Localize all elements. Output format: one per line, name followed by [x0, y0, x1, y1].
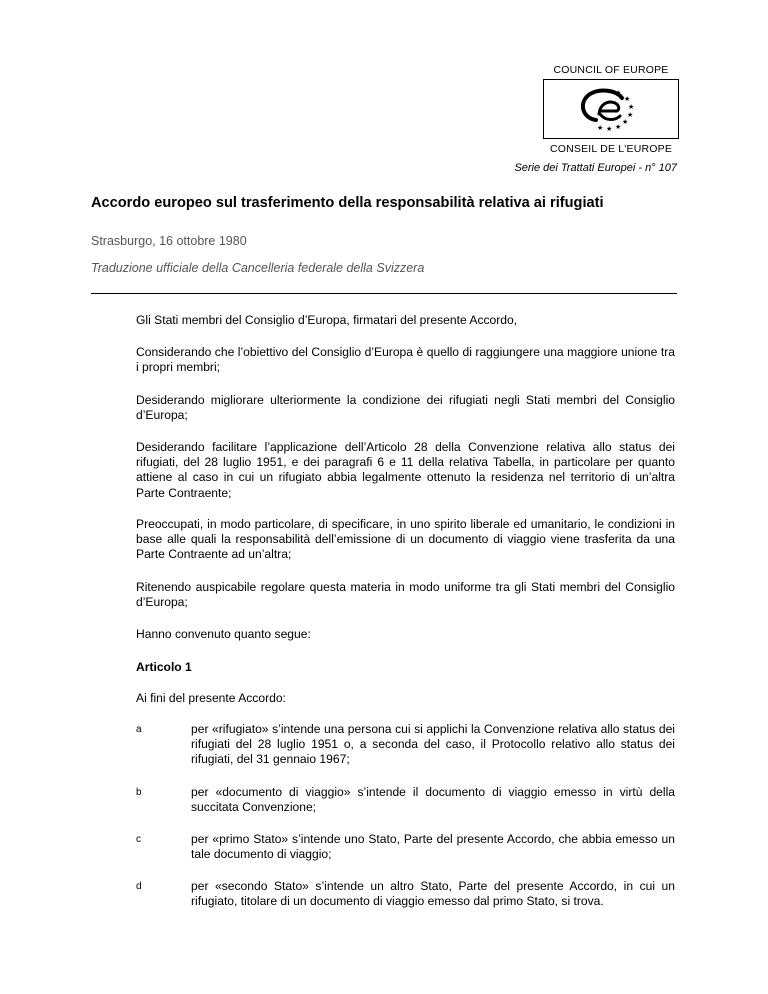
stars-ring-icon — [544, 80, 678, 138]
treaty-series-number: Serie dei Trattati Europei - n° 107 — [514, 162, 677, 174]
list-item-text: per «primo Stato» s’intende uno Stato, Parte del presente Accordo, che abbia emesso un tale documento di viaggio; — [191, 832, 675, 862]
translation-note: Traduzione ufficiale della Cancelleria federale della Svizzera — [91, 261, 425, 275]
svg-text:★: ★ — [627, 111, 634, 119]
svg-text:★: ★ — [615, 123, 622, 131]
svg-text:★: ★ — [622, 118, 629, 126]
preamble-paragraph: Ritenendo auspicabile regolare questa materia in modo uniforme tra gli Stati membri del Consiglio d’Europa; — [136, 580, 675, 610]
list-item-text: per «rifugiato» s’intende una persona cui si applichi la Convenzione relativa allo status dei rifugiati del 28 luglio 1951 o, a seconda del caso, il Protocollo relativo allo status dei rifugiati, del 31 gennaio 1967; — [191, 722, 675, 767]
place-and-date: Strasburgo, 16 ottobre 1980 — [91, 234, 247, 248]
svg-text:★: ★ — [606, 125, 613, 133]
article-intro: Ai fini del presente Accordo: — [136, 691, 286, 705]
logo-top-text: COUNCIL OF EUROPE — [553, 64, 669, 76]
preamble-paragraph: Hanno convenuto quanto segue: — [136, 627, 311, 641]
svg-text:★: ★ — [615, 89, 622, 97]
svg-text:★: ★ — [624, 95, 631, 103]
header-divider — [91, 293, 677, 294]
list-item-text: per «secondo Stato» s’intende un altro Stato, Parte del presente Accordo, in cui un rifugiato, titolare di un documento di viaggio emesso dal primo Stato, si trova. — [191, 879, 675, 909]
preamble-paragraph: Gli Stati membri del Consiglio d’Europa, firmatari del presente Accordo, — [136, 313, 518, 327]
logo-bottom-text: CONSEIL DE L'EUROPE — [549, 143, 673, 155]
list-item-letter: b — [136, 787, 142, 798]
list-item-letter: c — [136, 834, 141, 845]
preamble-paragraph: Desiderando facilitare l’applicazione dell’Articolo 28 della Convenzione relativa allo status dei rifugiati, del 28 luglio 1951, e dei paragrafi 6 e 11 della relativa Tabella, in particolare per quanto attiene al caso in cui un rifugiato abbia legalmente ottenuto la residenza nel territorio di un’altra Parte Contraente; — [136, 440, 675, 500]
svg-text:★: ★ — [597, 124, 604, 132]
preamble-paragraph: Desiderando migliorare ulteriormente la condizione dei rifugiati negli Stati membri del Consiglio d’Europa; — [136, 393, 675, 423]
document-title: Accordo europeo sul trasferimento della responsabilità relativa ai rifugiati — [91, 195, 604, 211]
list-item-text: per «documento di viaggio» s’intende il documento di viaggio emesso in virtù della succitata Convenzione; — [191, 785, 675, 815]
article-heading: Articolo 1 — [136, 660, 192, 674]
list-item-letter: d — [136, 881, 142, 892]
svg-text:★: ★ — [628, 103, 635, 111]
council-of-europe-logo — [543, 64, 679, 155]
list-item-letter: a — [136, 724, 142, 735]
preamble-paragraph: Preoccupati, in modo particolare, di specificare, in uno spirito liberale ed umanitario, le condizioni in base alle quali la responsabilità dell’emissione di un documento di viaggio viene trasferita da una Parte Contraente ad un’altra; — [136, 517, 675, 562]
preamble-paragraph: Considerando che l’obiettivo del Consiglio d’Europa è quello di raggiungere una maggiore unione tra i propri membri; — [136, 345, 675, 375]
logo-emblem-box — [543, 79, 679, 139]
